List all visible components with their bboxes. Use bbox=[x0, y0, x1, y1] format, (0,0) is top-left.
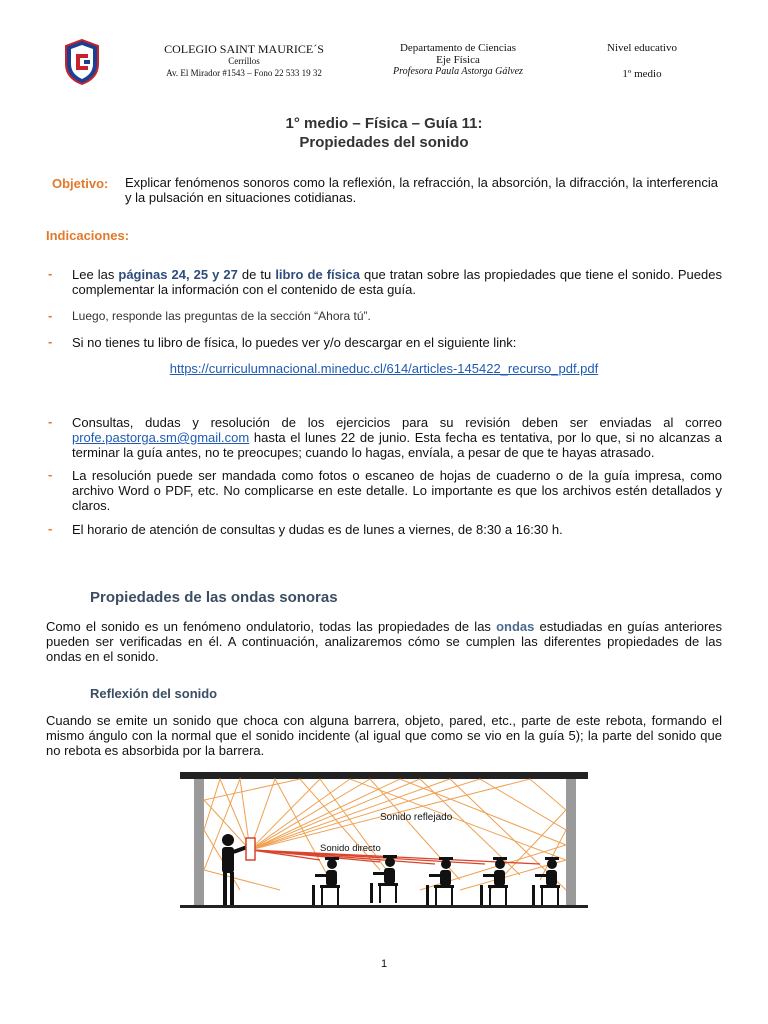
sound-source-panel bbox=[246, 838, 255, 860]
instruction-item-read-book bbox=[72, 267, 722, 297]
book-name: libro de física bbox=[275, 267, 360, 282]
department-name: Departamento de Ciencias bbox=[399, 42, 517, 54]
instruction-text: hasta el lunes 22 de junio. Esta fecha es tentativa, por lo que, si no alcanzas a terminar la guía antes, no te preocupes; cuando lo hagas, envíala, a pesar de que te hayas atrasado. bbox=[72, 430, 722, 460]
bullet-marker: - bbox=[48, 334, 53, 349]
paragraph-text: estudiadas en guías anteriores pueden ser verificadas en él. A continuación, analizaremos cómo se cumplen las diferentes propiedades de las ondas en el sonido. bbox=[46, 619, 722, 664]
guide-title-line2: Propiedades del sonido bbox=[299, 134, 469, 151]
bullet-marker: - bbox=[48, 266, 53, 281]
ceiling-beam bbox=[180, 772, 588, 779]
book-pages: páginas 24, 25 y 27 bbox=[118, 267, 238, 282]
school-crest-logo bbox=[64, 38, 100, 86]
page-number: 1 bbox=[380, 958, 388, 970]
level-info bbox=[578, 42, 706, 80]
teacher-name: Profesora Paula Astorga Gálvez bbox=[393, 66, 523, 77]
label-reflected-sound: Sonido reflejado bbox=[380, 812, 453, 823]
section-intro-paragraph bbox=[46, 619, 722, 664]
guide-title bbox=[0, 114, 768, 152]
paragraph-text: Como el sonido es un fenómeno ondulatorio, todas las propiedades de las bbox=[46, 619, 497, 634]
department-info bbox=[370, 42, 546, 78]
instruction-item-download: Si no tienes tu libro de física, lo puedes ver y/o descargar en el siguiente link: bbox=[72, 335, 517, 350]
listener bbox=[312, 857, 340, 905]
instruction-text: de tu bbox=[237, 267, 276, 282]
listener bbox=[370, 855, 398, 903]
floor-line bbox=[180, 905, 588, 908]
instruction-item-schedule: El horario de atención de consultas y dudas es de lunes a viernes, de 8:30 a 16:30 h. bbox=[72, 522, 563, 537]
right-column bbox=[566, 779, 576, 905]
bullet-marker: - bbox=[48, 521, 53, 536]
instruction-item-format: La resolución puede ser mandada como fotos o escaneo de hojas de cuaderno o de la guía impresa, como archivo Word o PDF, etc. No complicarse en este detalle. Lo importante es que los archivos estén detallados y claros. bbox=[72, 468, 722, 513]
school-address: Av. El Mirador #1543 – Fono 22 533 19 32 bbox=[166, 68, 322, 78]
subsection-title: Reflexión del sonido bbox=[90, 686, 218, 701]
bullet-marker: - bbox=[48, 414, 53, 429]
speaker-silhouette bbox=[222, 834, 248, 905]
objective-label: Objetivo: bbox=[52, 176, 109, 191]
instruction-item-answer: Luego, responde las preguntas de la sección “Ahora tú”. bbox=[72, 309, 371, 323]
label-direct-sound: Sonido directo bbox=[320, 843, 381, 854]
teacher-email-link[interactable]: profe.pastorga.sm@gmail.com bbox=[72, 430, 250, 445]
instructions-label: Indicaciones: bbox=[46, 228, 130, 243]
objective-text: Explicar fenómenos sonoros como la reflexión, la refracción, la absorción, la difracción, la interferencia y la pulsación en situaciones cotidianas. bbox=[125, 175, 718, 205]
school-info bbox=[128, 42, 360, 79]
sound-reflection-figure bbox=[180, 770, 588, 910]
left-column bbox=[194, 779, 204, 905]
book-link-line bbox=[0, 361, 768, 376]
instruction-item-contact bbox=[72, 415, 722, 460]
instruction-text: Consultas, dudas y resolución de los ejercicios para su revisión deben ser enviadas al correo bbox=[72, 415, 722, 430]
subject-axis: Eje Física bbox=[436, 54, 480, 66]
reflection-paragraph: Cuando se emite un sonido que choca con alguna barrera, objeto, pared, etc., parte de este rebota, formando el mismo ángulo con la normal que el sonido incidente (al igual que como se vio en la guía 5); la parte del sonido que no rebota es absorbida por la barrera. bbox=[46, 713, 722, 758]
book-download-link[interactable]: https://curriculumnacional.mineduc.cl/614/articles-145422_recurso_pdf.pdf bbox=[169, 361, 599, 376]
instruction-text: Lee las bbox=[72, 267, 119, 282]
ondas-highlight: ondas bbox=[496, 619, 535, 634]
level-label: Nivel educativo bbox=[607, 42, 677, 54]
school-name: COLEGIO SAINT MAURICE´S bbox=[164, 42, 324, 56]
instruction-text: que tratan sobre las propiedades que tiene el sonido. Puedes complementar la información con el contenido de esta guía. bbox=[72, 267, 722, 297]
school-city: Cerrillos bbox=[228, 56, 260, 66]
level-value: 1º medio bbox=[622, 68, 662, 80]
bullet-marker: - bbox=[48, 467, 53, 482]
listeners bbox=[312, 855, 560, 905]
guide-title-line1: 1° medio – Física – Guía 11: bbox=[285, 115, 483, 132]
section-title: Propiedades de las ondas sonoras bbox=[90, 589, 338, 606]
bullet-marker: - bbox=[48, 308, 53, 323]
